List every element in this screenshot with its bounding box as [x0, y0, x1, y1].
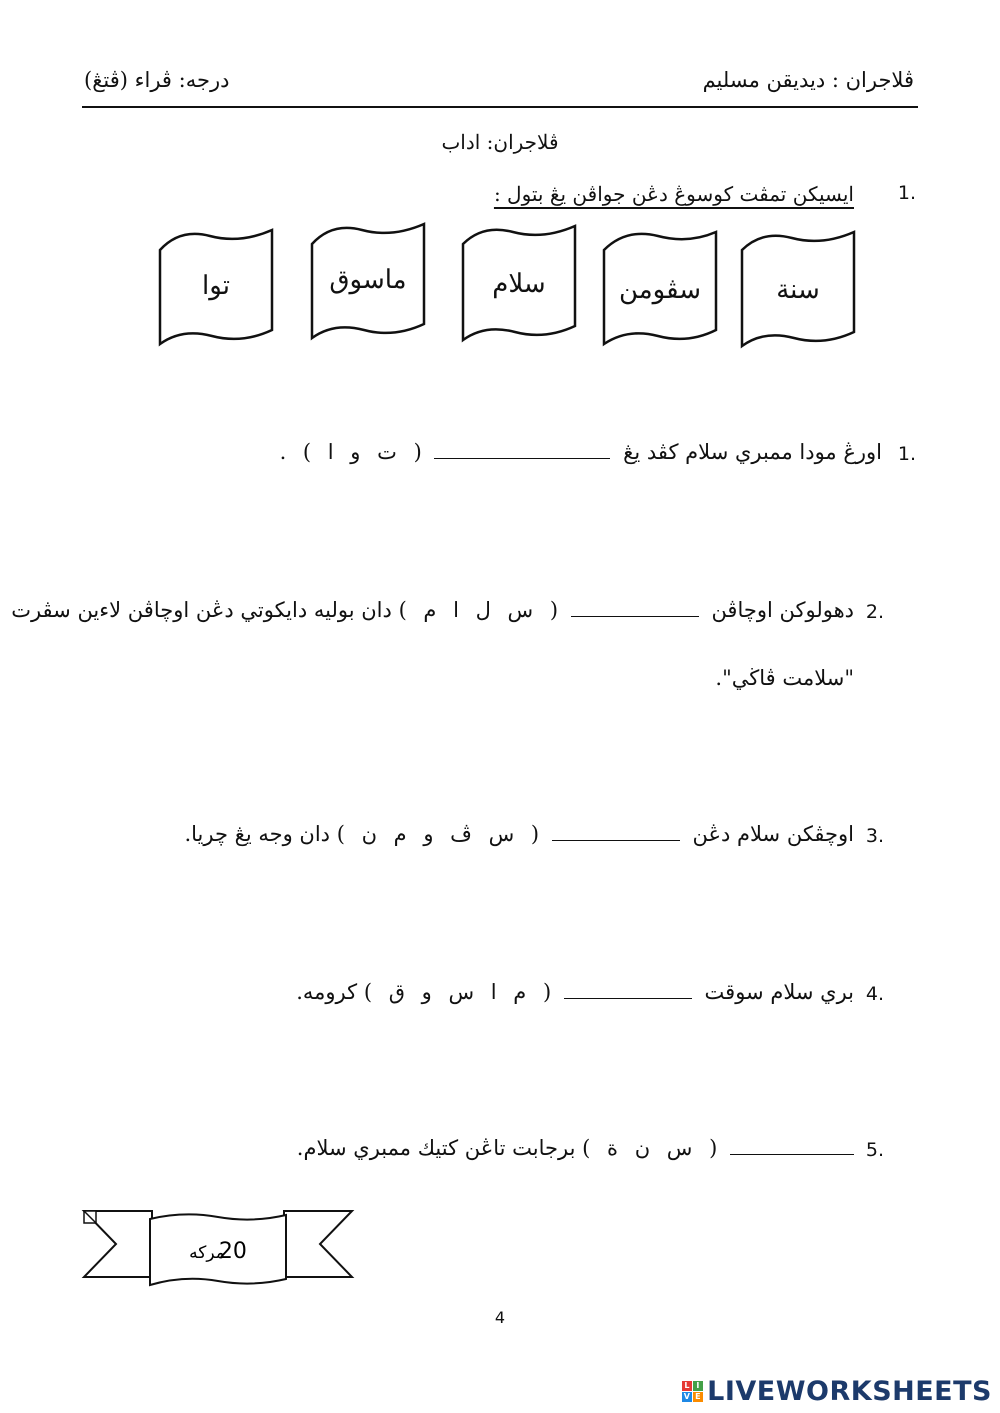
question-4-letters: ( م ا س و ق ) — [363, 980, 552, 1004]
liveworksheets-name: LIVEWORKSHEETS — [707, 1376, 992, 1407]
grade-label: درجه: ڤراء (ڤتڠ) — [84, 68, 230, 92]
instruction-row — [898, 182, 916, 204]
marks-label: مركه — [189, 1243, 225, 1263]
marks-value: 20 — [218, 1239, 247, 1264]
question-4-text-after: كرومه. — [296, 980, 358, 1004]
question-3 — [184, 822, 854, 846]
question-3-number: 3. — [865, 825, 884, 847]
answer-blank-2[interactable] — [571, 615, 699, 617]
question-4-text: بري سلام سوقت — [704, 980, 854, 1004]
instruction-number: 1. — [897, 182, 916, 204]
word-bank — [150, 222, 870, 352]
answer-blank-3[interactable] — [552, 839, 680, 841]
page-number: 4 — [494, 1308, 506, 1327]
question-2 — [11, 598, 854, 622]
question-4 — [296, 980, 854, 1004]
word-bank-word-2: سڤومن — [618, 275, 702, 305]
word-bank-flag — [312, 224, 424, 338]
question-4-number: 4. — [865, 983, 884, 1005]
liveworksheets-brand — [682, 1376, 992, 1407]
question-1-text: اورڠ مودا ممبري سلام كڤد يڠ — [623, 440, 882, 464]
word-bank-flag — [604, 232, 716, 344]
word-bank-flag — [742, 232, 854, 346]
subject-label: ڤلاجران : ديديقن مسليم — [702, 68, 914, 92]
answer-blank-5[interactable] — [730, 1153, 854, 1155]
question-5 — [297, 1136, 854, 1160]
question-2-text: دهولوكن اوچاڤن — [711, 598, 854, 622]
word-bank-word-1: سنة — [776, 275, 820, 305]
instruction-text: ايسيكن تمڤت كوسوڠ دڠن جواڤن يڠ بتول : — [493, 182, 854, 206]
word-bank-flag — [160, 230, 272, 344]
answer-blank-1[interactable] — [434, 457, 610, 459]
header-divider — [82, 106, 918, 108]
marks-text — [189, 1239, 247, 1264]
marks-ribbon — [80, 1205, 356, 1291]
question-3-text: اوچڤكن سلام دڠن — [692, 822, 854, 846]
question-1-number: 1. — [897, 443, 916, 465]
question-2-text-after: دان بوليه دايكوتي دڠن اوچاڤن لاءين سڤرت — [11, 598, 392, 622]
question-2-line2: "سلامت ڤاڬي". — [715, 666, 854, 690]
question-5-letters: ( س ن ة ) — [582, 1136, 718, 1160]
question-1 — [280, 440, 882, 464]
word-bank-word-4: ماسوق — [329, 265, 407, 295]
question-3-text-after: دان وجه يڠ چريا. — [184, 822, 331, 846]
word-bank-word-3: سلام — [492, 269, 546, 299]
liveworksheets-logo-icon: L I V E — [682, 1381, 703, 1402]
word-bank-flag — [463, 226, 575, 340]
question-5-text-after: برجابت تاڠن كتيك ممبري سلام. — [296, 1136, 576, 1160]
question-2-letters: ( س ل ا م ) — [398, 598, 559, 622]
question-1-letters: ( ت و ا ) . — [279, 440, 422, 464]
question-2-number: 2. — [865, 601, 884, 623]
word-bank-word-5: توا — [202, 271, 230, 301]
question-3-letters: ( س ڤ و م ن ) — [336, 822, 540, 846]
lesson-title: ڤلاجران: اداب — [441, 130, 559, 154]
answer-blank-4[interactable] — [564, 997, 692, 999]
question-5-number: 5. — [865, 1139, 884, 1161]
